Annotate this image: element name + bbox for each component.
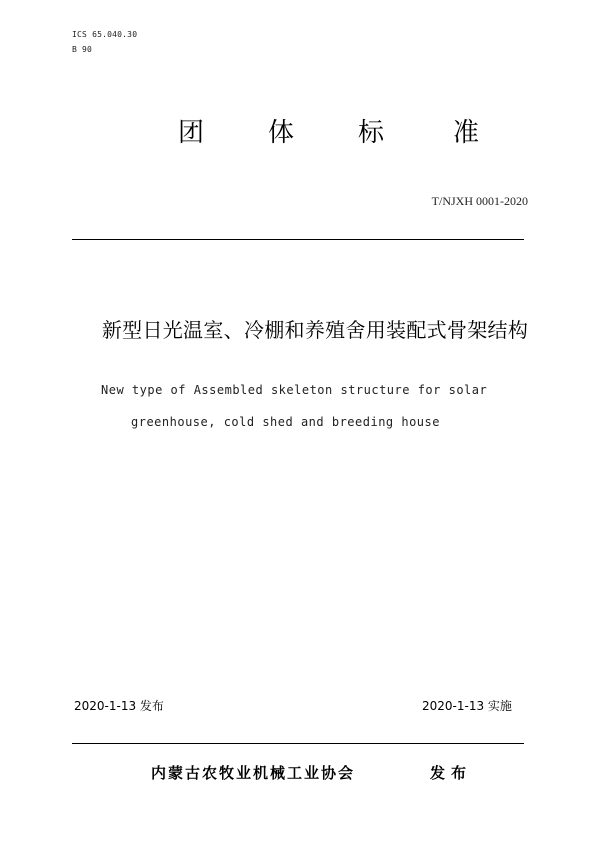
top-divider	[72, 239, 524, 240]
bottom-divider	[72, 743, 524, 744]
issuer-name: 内蒙古农牧业机械工业协会	[151, 764, 356, 782]
document-title-chinese: 新型日光温室、冷棚和养殖舍用装配式骨架结构	[101, 318, 529, 342]
publish-date: 2020-1-13 发布	[74, 699, 164, 713]
heading-char-4: 准	[453, 118, 480, 148]
standard-number: T/NJXH 0001-2020	[431, 194, 528, 208]
ics-code: ICS 65.040.30	[72, 30, 138, 39]
document-title-english-line-2: greenhouse, cold shed and breeding house	[131, 415, 440, 429]
heading-char-1: 团	[178, 118, 205, 148]
issuer-suffix: 发布	[430, 764, 473, 782]
implement-date: 2020-1-13 实施	[422, 699, 512, 713]
document-title-english-line-1: New type of Assembled skeleton structure for solar	[101, 383, 488, 397]
heading-char-3: 标	[358, 118, 385, 148]
ccs-code: B 90	[72, 45, 93, 54]
heading-char-2: 体	[268, 118, 295, 148]
